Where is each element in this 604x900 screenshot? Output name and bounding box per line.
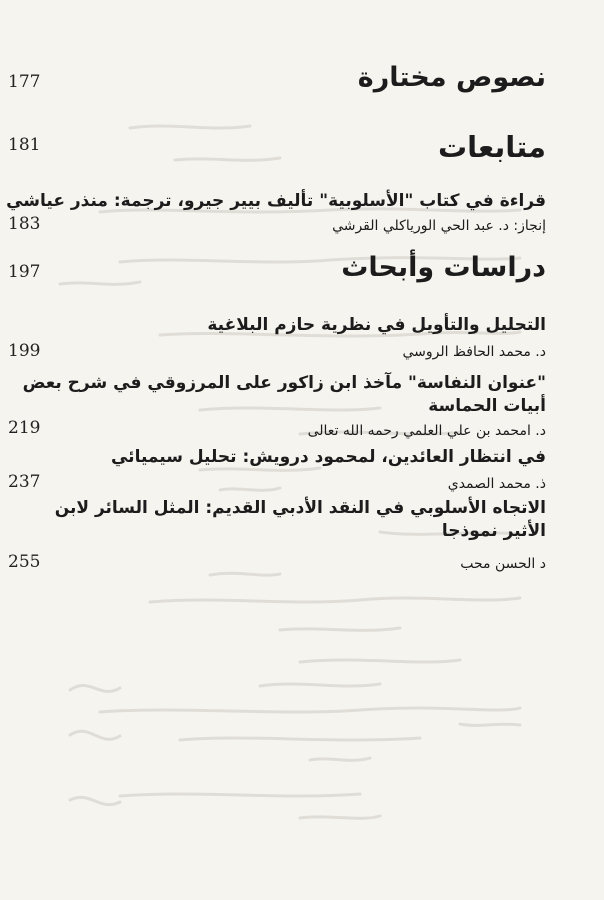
page-number-nafasa: 219 bbox=[8, 418, 41, 438]
entry-title-nafasa: "عنوان النفاسة" مآخذ ابن زاكور على المرزوقي في شرح بعض أبيات الحماسة bbox=[22, 373, 546, 416]
section-title-mutabaat: متابعات bbox=[438, 130, 546, 164]
entry-title-uslubi: الاتجاه الأسلوبي في النقد الأدبي القديم: المثل السائر لابن الأثير نموذجا bbox=[54, 498, 546, 541]
page-number-hazim: 199 bbox=[8, 341, 41, 361]
entry-author-samadi: ذ. محمد الصمدي bbox=[447, 476, 546, 492]
entry-author-alami: د. امحمد بن علي العلمي رحمه الله تعالى bbox=[307, 423, 546, 439]
page-number-darwish: 237 bbox=[8, 472, 41, 492]
entry-title-hazim: التحليل والتأويل في نظرية حازم البلاغية bbox=[207, 315, 546, 335]
page-number-uslubi: 255 bbox=[8, 552, 41, 572]
entry-title-giraud: قراءة في كتاب "الأسلوبية" تأليف بيير جيرو، ترجمة: منذر عياشي bbox=[6, 191, 546, 211]
entry-author-rousi: د. محمد الحافظ الروسي bbox=[402, 344, 546, 360]
section-title-dirasat: دراسات وأبحاث bbox=[341, 252, 546, 283]
section-title-nusus: نصوص مختارة bbox=[357, 62, 546, 93]
entry-title-darwish: في انتظار العائدين، لمحمود درويش: تحليل سيميائي bbox=[110, 447, 546, 467]
page-number-mutabaat: 181 bbox=[8, 135, 41, 155]
page-number-dirasat: 197 bbox=[8, 262, 41, 282]
page-number-nusus: 177 bbox=[8, 72, 41, 92]
entry-author-muhib: د الحسن محب bbox=[460, 556, 546, 572]
page-number-giraud: 183 bbox=[8, 214, 41, 234]
entry-author-giraud: إنجاز: د. عبد الحي الورياكلي القرشي bbox=[332, 218, 546, 234]
